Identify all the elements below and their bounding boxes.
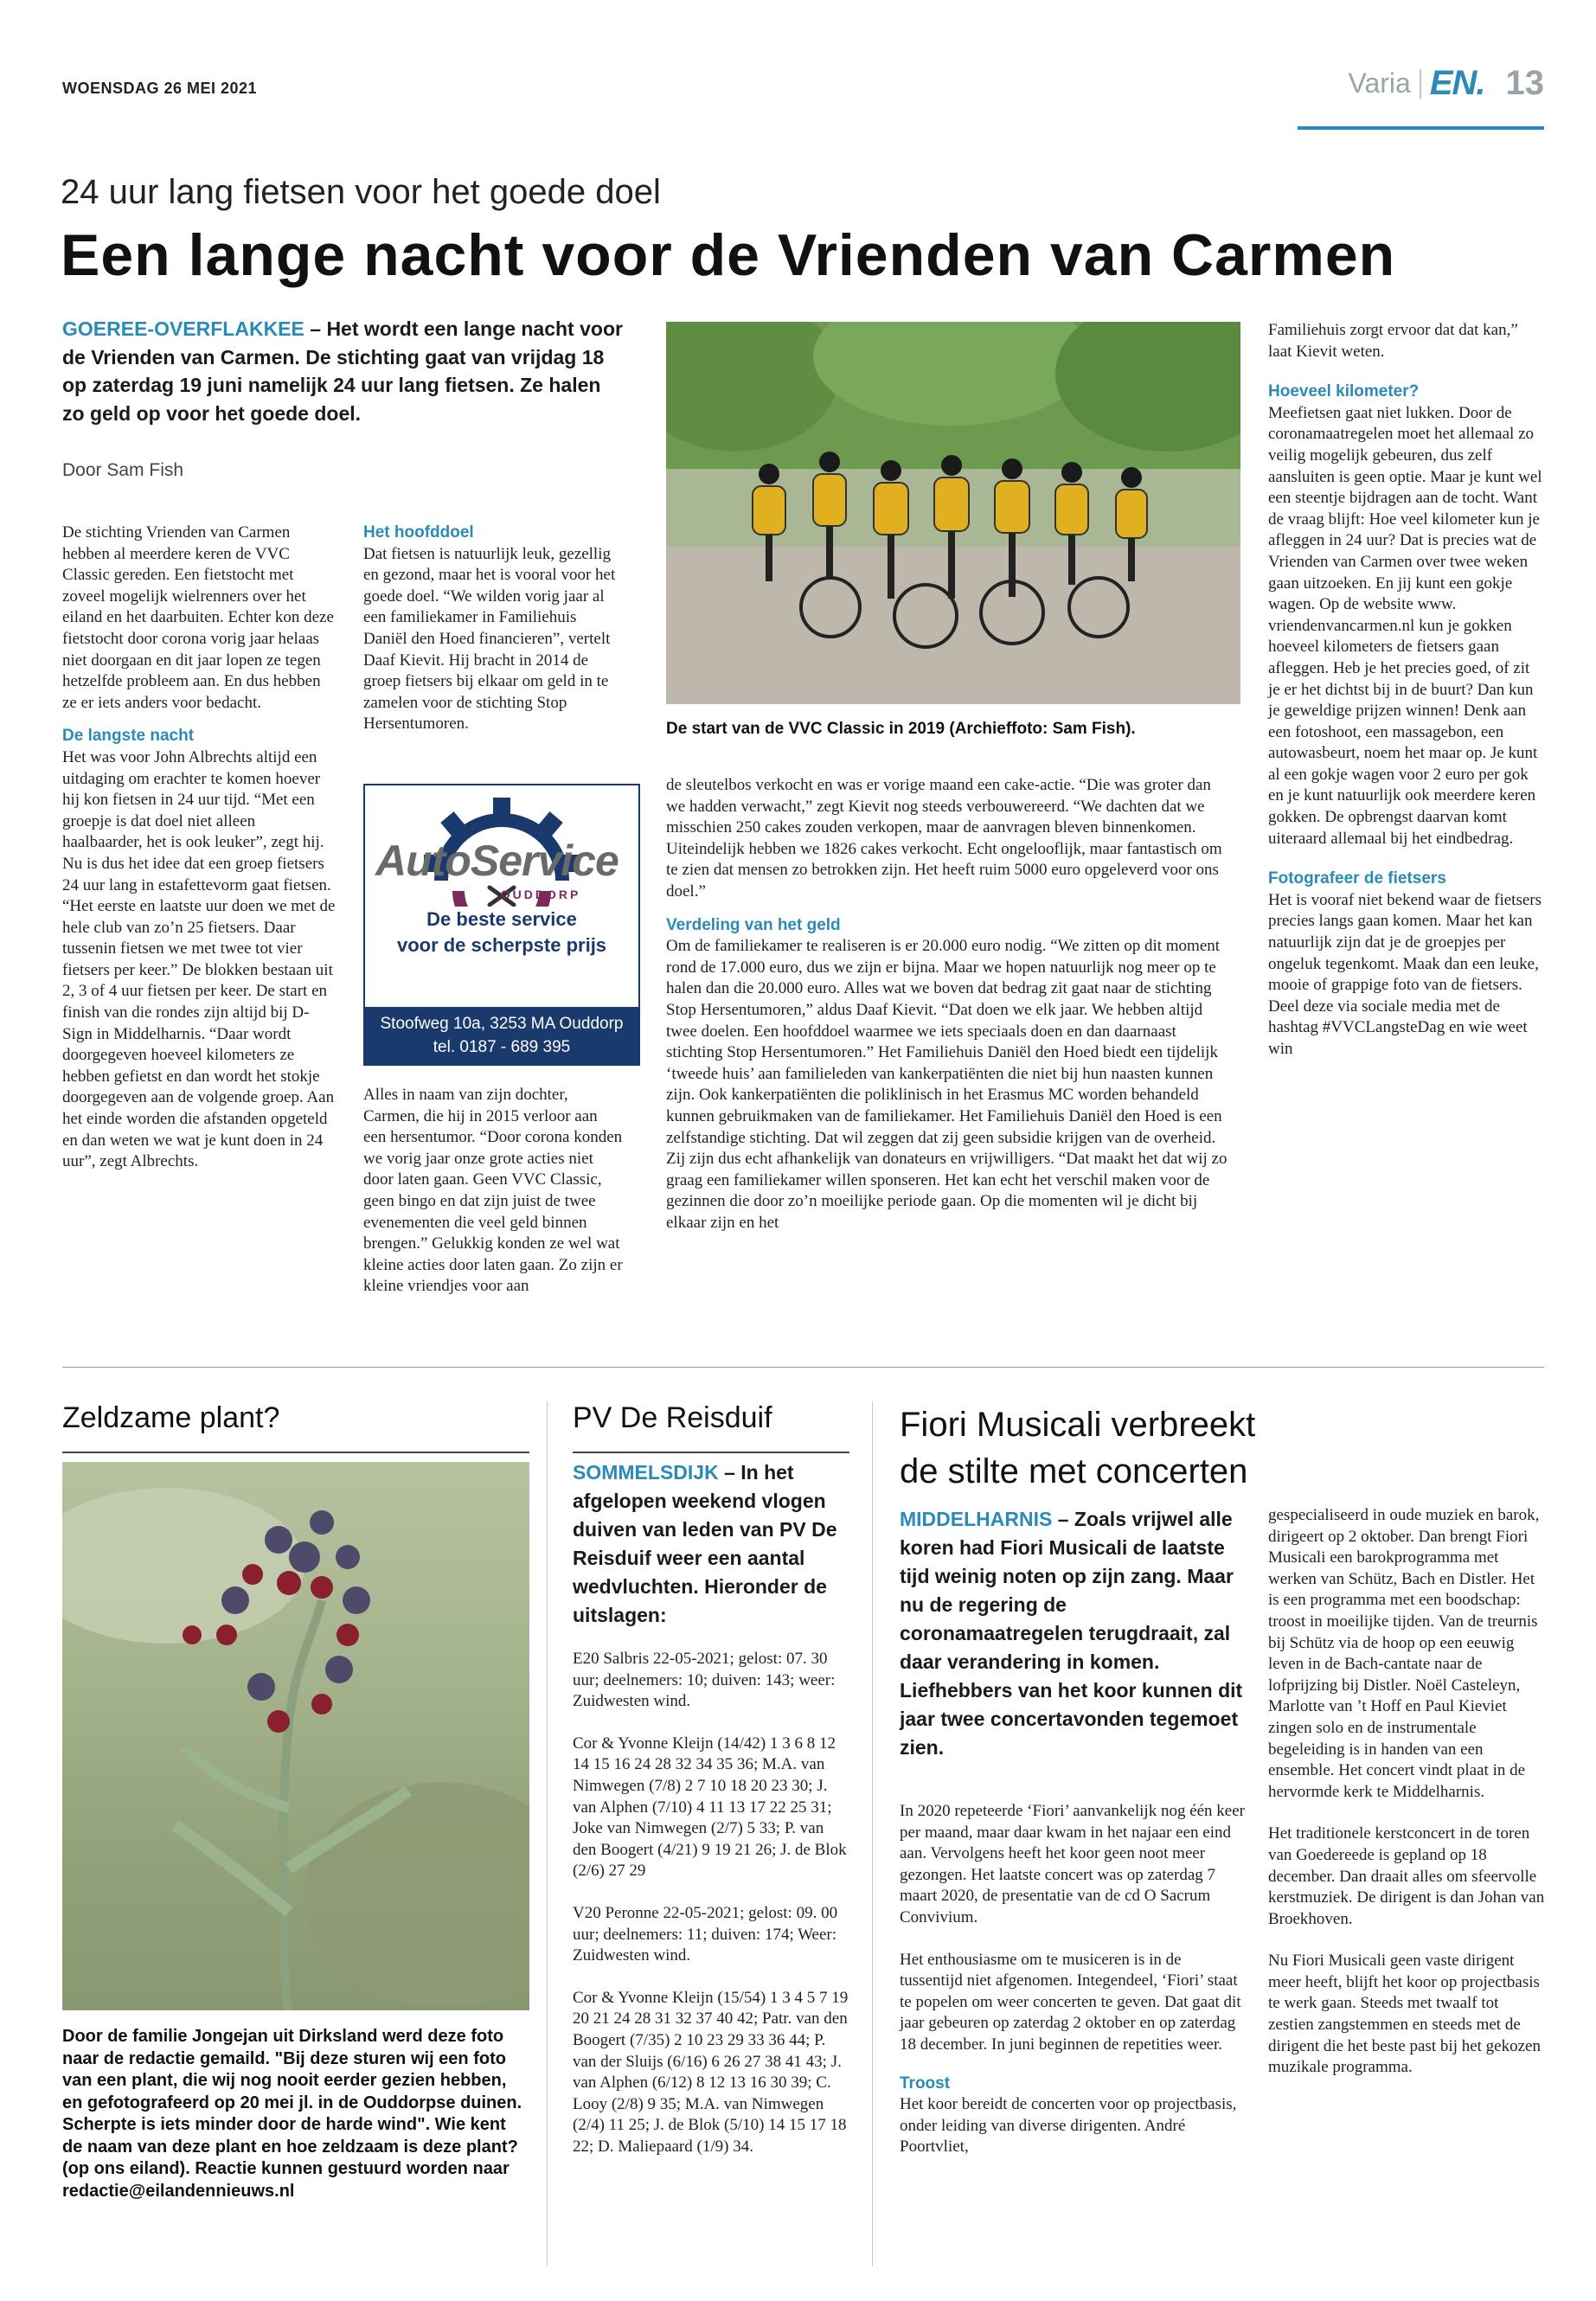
paragraph: V20 Peronne 22-05-2021; gelost: 09. 00 uur; deelnemers: 11; duiven: 174; Weer: Zuidwesten wind. [573,1903,838,1965]
reisduif-lead-text: – In het afgelopen weekend vlogen duiven van leden van PV De Reisduif weer een aantal wedvluchten. Hieronder de uitslagen: [573,1461,837,1626]
fiori-lead [900,1505,1246,1762]
paragraph: Het traditionele kerstconcert in de toren van Goedereede is gepland op 18 december. Dan draait alles om sfeervolle kerstmuziek. De dirigent is dan Johan van Broekhoven. [1268,1824,1545,1928]
reisduif-place: SOMMELSDIJK [573,1461,719,1484]
subheading-kilometer: Hoeveel kilometer? [1268,382,1420,401]
paragraph: Meefietsen gaat niet lukken. Door de coronamaatregelen moet het allemaal zo veilig mogelijk gebeuren, dus zelf aansluiten is geen optie. Maar je kunt wel een steentje bijdragen aan de tocht. Want de vraag blijft: Hoe veel kilometer kun je afleggen in 24 uur? Dat is precies wat de Vrienden van Carmen over twee weken gaan uitzoeken. En jij kunt een gokje wagen. Op de website www. vriendenvancarmen.nl kun je gokken hoeveel kilometers de fietsers gaan afleggen. Heb je het precies goed, of zit je er het dichtst bij in de buurt? Dan kun je geweldige prijzen winnen! Denk aan een fotoshoot, een massagebon, een autowasbeurt, noem het maar op. Je kunt al een gokje wagen voor 2 euro per gok en je kunt natuurlijk ook meerdere keren gokken. De opbrengst daarvan komt uiteraard allemaal bij het eindbedrag. [1268,403,1542,848]
paragraph: Dat fietsen is natuurlijk leuk, gezellig en gezond, maar het is vooral voor het goede doel. “We wilden vorig jaar al een familiekamer in Familiehuis Daniël den Hoed financieren”, vertelt Daaf Kievit. Hij bracht in 2014 de groep fietsers bij elkaar om geld in te zamelen voor de stichting Stop Hersentumoren. [363,544,616,734]
cyclists-photo [666,322,1240,704]
section-label: Varia [1348,67,1411,99]
reisduif-lead [573,1458,849,1630]
article-column-1 [62,522,339,1173]
fiori-column-1 [900,1801,1246,2158]
paragraph: Nu Fiori Musicali geen vaste dirigent meer heeft, blijft het koor op projectbasis te werk gaan. Steeds met twaalf tot zestien zangstemmen en steeds met de dirigent die het beste past bij het gekozen muzikale programma. [1268,1952,1541,2077]
reisduif-title-rule [573,1452,849,1453]
newspaper-logo: EN. [1429,64,1485,102]
paragraph: Het is vooraf niet bekend waar de fietsers precies langs gaan komen. Maar het kan natuurlijk zijn dat je de groepjes per ongeluk tegenkomt. Maak dan een leuke, mooie of grappige foto van de fietsers. Deel deze via sociale media met de hashtag #VVCLangsteDag en wie weet win [1268,890,1542,1058]
lead-text: – Het wordt een lange nacht voor de Vrienden van Carmen. De stichting gaat van vrijdag 18 op zaterdag 19 juni namelijk 24 uur lang fietsen. Ze halen zo geld op voor het goede doel. [62,317,623,425]
paragraph: E20 Salbris 22-05-2021; gelost: 07. 30 uur; deelnemers: 10; duiven: 143; weer: Zuidwesten wind. [573,1650,836,1711]
fiori-title-line-1: Fiori Musicali verbreekt [900,1406,1256,1444]
paragraph: Alles in naam van zijn dochter, Carmen, die hij in 2015 verloor aan een hersentumor. “Door corona konden we vorig jaar onze grote acties niet door laten gaan. Geen VVC Classic, geen bingo en dat zijn juist de twee evenementen die veel geld binnen brengen.” Gelukkig konden ze wel wat kleine acties door laten gaan. Zo zijn er kleine vriendjes voor aan [363,1086,623,1296]
paragraph: Cor & Yvonne Kleijn (14/42) 1 3 6 8 12 14 15 16 24 28 32 34 35 36; M.A. van Nimwegen (7/8) 2 7 10 18 20 23 30; J. van Alphen (7/10) 4 11 13 17 22 25 31; Joke van Nimwegen (2/7) 5 33; P. van den Boogert (4/21) 9 19 21 26; J. de Blok (2/6) 27 29 [573,1734,847,1881]
ad-address: Stoofweg 10a, 3253 MA Ouddorp [380,1015,624,1033]
paragraph: De stichting Vrienden van Carmen hebben al meerdere keren de VVC Classic gereden. Een fietstocht met zoveel mogelijk wielrenners over het eiland en het daarbuiten. Echter kon deze fietstocht door corona vorig jaar helaas niet doorgaan en dit jaar lopen ze tegen hetzelfde probleem aan. En dus hebben ze er iets anders voor bedacht. [62,523,334,712]
article-column-2 [363,522,623,735]
subheading-hoofddoel: Het hoofddoel [363,523,474,542]
paragraph: Het enthousiasme om te musiceren is in de tussentijd niet afgenomen. Integendeel, ‘Fiori’ staat te popelen om weer concerten te geven. Dat gaat dit jaar gebeuren op zaterdag 2 oktober en op zaterdag 18 december. In juni beginnen de repetities weer. [900,1950,1241,2054]
reisduif-results [573,1649,849,2157]
autoservice-ad[interactable] [363,784,640,1066]
plant-title-rule [62,1452,529,1453]
ad-location: OUDDORP [500,888,581,901]
ad-phone: tel. 0187 - 689 395 [433,1038,571,1056]
fiori-column-2 [1268,1505,1545,2079]
ad-top [365,785,638,965]
article-byline: Door Sam Fish [62,460,184,480]
paragraph: Cor & Yvonne Kleijn (15/54) 1 3 4 5 7 19 20 21 24 28 31 32 37 40 42; Patr. van den Boogert (7/35) 2 10 23 29 33 36 44; P. van der Sluijs (6/16) 6 26 27 38 41 43; J. van Alphen (6/12) 8 12 13 16 30 39; C. Looy (2/8) 9 35; M.A. van Nimwegen (2/4) 11 25; J. de Blok (5/10) 14 15 17 18 22; D. Maliepaard (1/9) 34. [573,1988,849,2156]
subheading-verdeling: Verdeling van het geld [666,915,841,934]
subheading-troost: Troost [900,2073,951,2093]
ad-contact [365,1007,638,1064]
ad-brand: AutoService [375,836,619,885]
plant-caption: Door de familie Jongejan uit Dirksland werd deze foto naar de redactie gemaild. "Bij deze sturen wij een foto van een plant, die wij nog nooit eerder gezien hebben, en gefotografeerd op 20 mei jl. in de Ouddorpse duinen. Scherpte is iets minder door de harde wind". Wie kent de naam van deze plant en hoe zeldzaam is deze plant? (op ons eiland). Reactie kunnen gestuurd worden naar redactie@eilandennieuws.nl [62,2027,522,2201]
section-divider [62,1367,1544,1368]
cyclists-photo-illustration [666,322,1240,704]
lead-place: GOEREE-OVERFLAKKEE [62,317,304,340]
paragraph: Het koor bereidt de concerten voor op projectbasis, onder leiding van diverse dirigenten. André Poortvliet, [900,2095,1237,2157]
paragraph: Familiehuis zorgt ervoor dat dat kan,” laat Kievit weten. [1268,321,1518,361]
fiori-place: MIDDELHARNIS [900,1508,1053,1530]
ad-slogan-line-1: De beste service [426,908,577,930]
subheading-fotografeer: Fotografeer de fietsers [1268,869,1446,888]
photo-caption: De start van de VVC Classic in 2019 (Archieffoto: Sam Fish). [666,720,1136,738]
ad-slogan [365,907,638,958]
fiori-title [900,1401,1255,1495]
plant-title: Zeldzame plant? [62,1401,280,1434]
fiori-lead-text: – Zoals vrijwel alle koren had Fiori Musicali de laatste tijd weinig noten op zijn zang. Maar nu de regering de coronamaatregelen terugdraait, zal daar verandering in komen. Liefhebbers van het koor kunnen dit jaar twee concertavonden tegemoet zien. [900,1508,1243,1759]
masthead-rule [1298,126,1544,130]
paragraph: Om de familiekamer te realiseren is er 20.000 euro nodig. “We zitten op dit moment rond de 17.000 euro, dus we zijn er bijna. Maar we hopen natuurlijk nog meer op te halen dan die 20.000 euro. Alles wat we boven dat bedrag zit gaat naar de stichting Stop Hersentumoren,” aldus Daaf Kievit. “Dat doen we elk jaar. We hebben altijd twee doelen. Een hoofddoel waarmee we iets speciaals doen en dan daarnaast stichting Stop Hersentumoren.” Het Familiehuis Daniël den Hoed biedt een tijdelijk ‘tweede huis’ aan familieleden van kankerpatiënten die niet bij hun naasten kunnen zijn. Ook kankerpatiënten die poliklinisch in het Erasmus MC worden behandeld kunnen gebruikmaken van de familiekamer. Het Familiehuis Daniël den Hoed is een zelfstandige stichting. Dat wil zeggen dat zij geen subsidie krijgen van de overheid. Zij zijn dus echt afhankelijk van donateurs en vrijwilligers. “Dat maakt het dat wij zo graag een familiekamer willen sponseren. Het kan echt het verschil maken voor de gezinnen die door zo’n moeilijke periode gaan. Op die momenten wil je dicht bij elkaar zijn en het [666,937,1227,1232]
fiori-title-line-2: de stilte met concerten [900,1452,1248,1490]
paragraph: In 2020 repeteerde ‘Fiori’ aanvankelijk nog één keer per maand, maar daar kwam in het najaar een eind aan. Vervolgens heeft het koor geen noot meer gezongen. Het laatste concert was op zaterdag 7 maart 2020, de presentatie van de cd O Sacrum Convivium. [900,1802,1245,1926]
plant-photo [62,1462,529,2010]
article-column-3 [666,775,1228,1234]
column-rule [547,1401,548,2266]
paragraph: de sleutelbos verkocht en was er vorige maand een cake-actie. “Die was groter dan we hadden verwacht,” zegt Kievit nog steeds verbouwereerd. “We dachten dat we misschien 250 cakes zouden verkopen, maar de aanvragen bleven binnenkomen. Uiteindelijk hebben we 1826 cakes verkocht. Echt ongelooflijk, maar fantastisch om te zien dat mensen zo betrokken zijn. Het heeft ruim 5000 euro opgeleverd voor ons doel.” [666,776,1222,901]
reisduif-title: PV De Reisduif [573,1401,772,1434]
article-lead [62,315,625,427]
subheading-langste-nacht: De langste nacht [62,727,195,746]
masthead-right [1348,64,1544,103]
paragraph: gespecialiseerd in oude muziek en barok, dirigeert op 2 oktober. Dan brengt Fiori Musicali een barokprogramma met werken van Schütz, Bach en Distler. Het is een programma met een boodschap: troost in moeilijke tijden. Van de treurnis bij Schütz via de hoop op een eeuwig leven in de Bach-cantate naar de lofprijzing bij Distler. Noël Casteleyn, Marlotte van ’t Hoff en Paul Kieviet zingen solo en de instrumentale begeleiding is in handen van een ensemble. Het concert vindt plaat in de hervormde kerk te Middelharnis. [1268,1506,1540,1801]
article-headline: Een lange nacht voor de Vrienden van Carmen [61,222,1396,288]
column-rule [872,1401,873,2266]
ad-slogan-line-2: voor de scherpste prijs [396,934,607,956]
article-column-2b [363,1085,623,1298]
page-date: WOENSDAG 26 MEI 2021 [62,80,258,97]
plant-illustration [62,1462,529,2010]
article-kicker: 24 uur lang fietsen voor het goede doel [61,173,661,211]
paragraph: Het was voor John Albrechts altijd een uitdaging om erachter te komen hoever hij kon fietsen in 24 uur tijd. “Met een groepje is dat doel niet alleen haalbaarder, het is ook leuker”, zegt hij. Nu is dus het idee dat een groep fietsers 24 uur lang in estafettevorm gaat fietsen. “Het eerste en laatste uur doen we met de hele club van zo’n 25 fietsers. Daar tussenin fietsen we met twee tot vier fietsers per keer.” De blokken bestaan uit 2, 3 of 4 uur fietsen per keer. De start en finish van die rondes zijn altijd bij D-Sign in Middelharnis. “Daar wordt doorgegeven hoeveel kilometers ze hebben gefietst en dan wordt het stokje doorgegeven aan de volgende groep. Aan het einde worden die afstanden opgeteld en dan weten we wat je kunt doen in 24 uur”, zegt Albrechts. [62,747,336,1171]
article-column-4 [1268,320,1545,1061]
masthead-separator [1420,69,1421,99]
page-number: 13 [1505,64,1544,102]
